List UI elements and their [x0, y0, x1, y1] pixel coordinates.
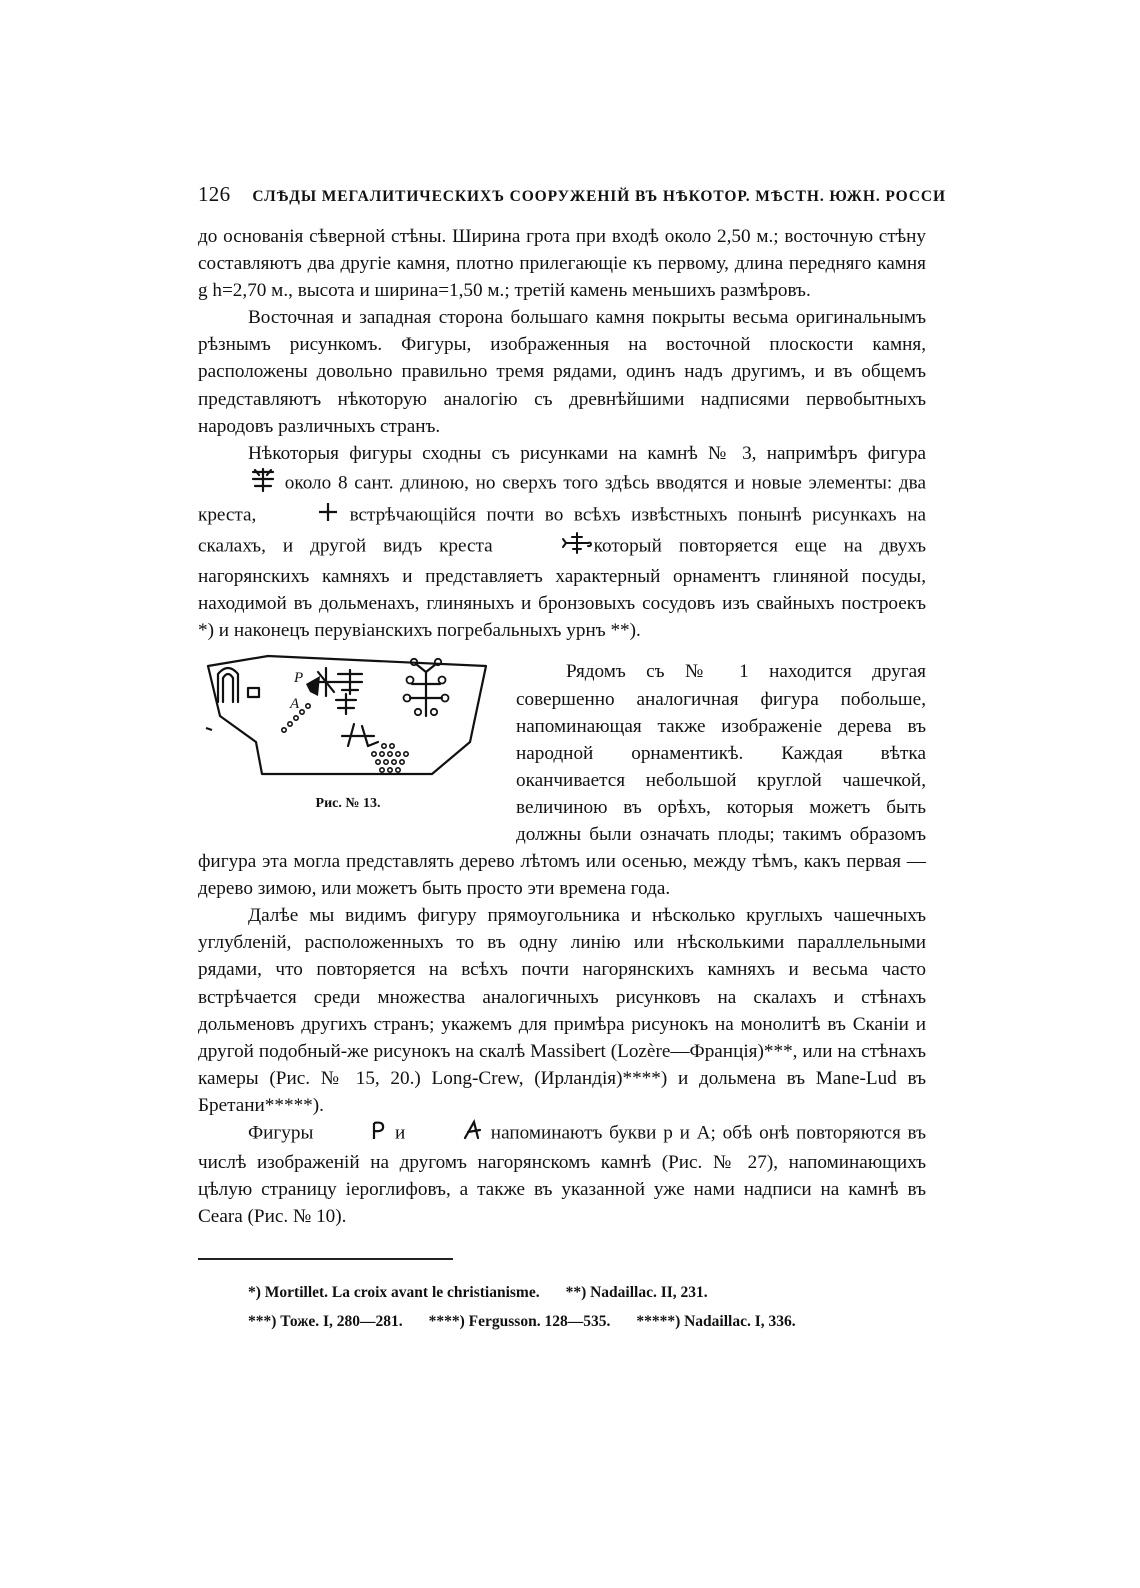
rectangle-glyph: [248, 688, 259, 697]
footnote-4: ****) Fergusson. 128—535.: [428, 1313, 611, 1331]
paragraph-6-part-c: напоминаютъ букви р и А; обѣ онѣ повторяются въ числѣ изображеній на другомъ нагорянскомъ камнѣ (Рис. № 27), напоминающихъ цѣлую страницу іероглифовъ, а также въ указанной уже нами надписи на камнѣ въ Ceara (Рис. № 10).: [198, 1122, 927, 1228]
footnote-line-1: [198, 1278, 926, 1307]
stone-drawing: [198, 650, 498, 800]
footnote-divider: [198, 1258, 453, 1260]
tree-glyph-1: [338, 670, 362, 694]
page-number: 126: [198, 182, 231, 206]
paragraph-3-part-d: который повторяется еще на двухъ нагорянскихъ камняхъ и представляетъ характерный орнаментъ глиняной посуды, находимой въ дольменахъ, глиняныхъ и бронзовыхъ сосудовъ изъ свайныхъ построекъ *) и наконецъ перувіанскихъ погребальныхъ урнъ **).: [198, 535, 927, 642]
footnote-2: **) Nadaillac. II, 231.: [565, 1284, 708, 1302]
paragraph-4: Рядомъ съ № 1 находится другая совершенно аналогичная фигура побольше, напоминающая также изображеніе дерева въ народной орнаментикѣ. Каждая вѣтка оканчивается небольшой круглой чашечкой, величиною въ орѣхъ, которыя можетъ быть должны были означать плоды; такимъ образомъ фигура эта могла представлять дерево лѣтомъ или осенью, между тѣмъ, какъ первая — дерево зимою, или можетъ быть просто эти времена года.: [198, 661, 926, 900]
paragraph-6-part-a: Фигуры: [248, 1122, 314, 1144]
paragraph-6: [198, 1119, 926, 1230]
paragraph-5: Далѣе мы видимъ фигуру прямоугольника и нѣсколько круглыхъ чашечныхъ углубленій, расположенныхъ то въ одну линію или нѣсколькими параллельными рядами, что повторяется на всѣхъ почти нагорянскихъ камняхъ и весьма часто встрѣчается среди множества аналогичныхъ рисунковъ на скалахъ и стѣнахъ дольменовъ другихъ странъ; укажемъ для примѣра рисунокъ на монолитѣ въ Сканіи и другой подобный-же рисунокъ на скалѣ Massibert (Lozère—Франція)***, или на стѣнахъ камеры (Рис. № 15, 20.) Long-Crew, (Ирландія)****) и дольмена въ Mane-Lud въ Бретани*****).: [198, 905, 926, 1116]
footnote-5: *****) Nadaillac. I, 336.: [636, 1313, 796, 1331]
letter-a-glyph: A: [290, 696, 300, 713]
letter-p-glyph: P: [294, 670, 304, 687]
pennant-glyph: [306, 676, 320, 696]
running-header: [198, 182, 946, 207]
paragraph-3-part-c: встрѣчающійся почти во всѣхъ извѣстныхъ понынѣ рисункахъ на скалахъ, и другой видъ креста: [198, 504, 926, 557]
running-title: СЛѢДЫ МЕГАЛИТИЧЕСКИХЪ СООРУЖЕНІЙ ВЪ НѢКОТОР. МѢСТН. ЮЖН. РОССИ: [252, 188, 946, 205]
paragraph-1: до основанія сѣверной стѣны. Ширина грота при входѣ около 2,50 м.; восточную стѣну составляютъ два другіе камня, плотно прилегающіе къ первому, длина передняго камня g h=2,70 м., высота и ширина=1,50 м.; третій камень меньшихъ размѣровъ.: [198, 226, 926, 302]
tree-glyph-2: [336, 694, 356, 714]
cross-glyph-icon: [267, 501, 339, 531]
p-glyph-icon: [320, 1119, 388, 1149]
figure-13: [198, 650, 498, 828]
paragraph-3-part-b: около 8 сант. длиною, но сверхъ того здѣсь вводятся и новые элементы: два креста,: [198, 472, 926, 526]
paragraph-3-part-a: Нѣкоторыя фигуры сходны съ рисунками на камнѣ № 3, напримѣръ фигура: [248, 442, 926, 464]
footnote-line-2: [198, 1307, 926, 1336]
a-glyph-icon: [412, 1119, 484, 1149]
tree-winter-glyph-icon: [198, 467, 278, 501]
page: [198, 182, 946, 1336]
hooked-cross-glyph-icon: [510, 531, 594, 563]
paragraph-2: Восточная и западная сторона большаго камня покрыты весьма оригинальнымъ рѣзнымъ рисункомъ. Фигуры, изображенныя на восточной плоскости камня, расположены довольно правильно тремя рядами, одинъ надъ другимъ, и въ общемъ представляютъ нѣкоторую аналогію съ древнѣйшими надписями первобытныхъ народовъ различныхъ странъ.: [198, 307, 926, 437]
footnote-1: *) Mortillet. La croix avant le christianisme.: [248, 1284, 540, 1302]
paragraph-3: [198, 440, 926, 645]
paragraph-6-part-b: и: [394, 1122, 406, 1144]
footnote-3: ***) Тоже. I, 280—281.: [248, 1313, 403, 1331]
tree-glyph-3: [410, 664, 442, 716]
figure-caption: Рис. № 13.: [315, 796, 381, 812]
bottom-glyph: [342, 724, 378, 746]
